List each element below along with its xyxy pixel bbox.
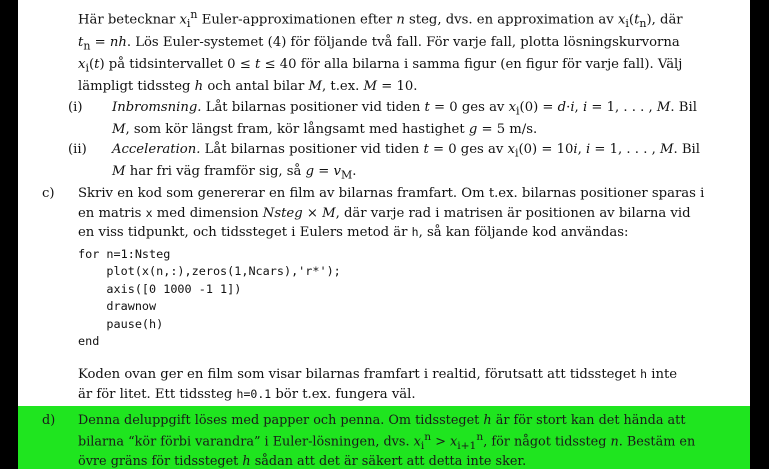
case-marker: (ii) [68,142,87,157]
code-line: end [78,334,100,349]
code-block [78,246,341,350]
intro-paragraph: Här betecknar $x_i^n$ Euler-approximationen efter n steg, dvs. en approximation av $x_i(t_n)$, där $t_n$ = nh. Lös Euler-systemet (4) för följande två fall. För varje fall, plotta lösningskurvorna $x_i(t)$ på tidsintervallet 0 ≤ t ≤ 40 för alla bilarna i samma figur (en figur för varje fall). Välj lämpligt tidssteg h och antal bilar M, t.ex. M = 10. [78,8,683,95]
part-c-paragraph: c) Skriv en kod som genererar en film av bilarnas framfart. Om t.ex. bilarnas positioner sparas i en matris x med dimension Nsteg × M, där varje rad i matrisen är positionen av bilarna vid en viss tidpunkt, och tidssteget i Eulers metod är h, så kan följande kod användas: [42,186,705,241]
code-line: axis([0 1000 -1 1]) [78,281,242,296]
document-page [18,0,750,469]
part-d-label: d) [42,413,56,428]
code-line: pause(h) [78,316,164,331]
code-line: drawnow [78,299,157,314]
case-acceleration: (ii) Acceleration. Låt bilarnas positioner vid tiden t = 0 ges av $x_i(0) = 10i$, i = 1, . . . , M. Bil M har fri väg framför sig, så $g = v_M$. [68,142,700,182]
case-inbromsning: (i) Inbromsning. Låt bilarnas positioner vid tiden t = 0 ges av $x_i(0) = d\cdot i$, i = 1, . . . , M. Bil M, som kör längst fram, kör långsamt med hastighet g = 5 m/s. [68,100,697,138]
case-title: Acceleration. [112,142,201,157]
part-c-label: c) [42,186,55,201]
code-line: plot(x(n,:),zeros(1,Ncars),'r*'); [78,264,341,279]
code-line: for n=1:Nsteg [78,247,171,261]
part-d-paragraph: d) Denna deluppgift löses med papper och penna. Om tidssteget h är för stort kan det hända att bilarna “kör förbi varandra” i Euler-lösningen, dvs. $x_i^n > x_{i+1}^n$, för något tidssteg n. Bestäm en övre gräns för tidssteget h sådan att det är säkert att detta inte sker. [42,413,696,469]
case-title: Inbromsning. [112,100,202,115]
after-code-paragraph: Koden ovan ger en film som visar bilarnas framfart i realtid, förutsatt att tidssteget h inte är för litet. Ett tidssteg h=0.1 bör t.ex. fungera väl. [78,367,678,402]
case-marker: (i) [68,100,83,115]
